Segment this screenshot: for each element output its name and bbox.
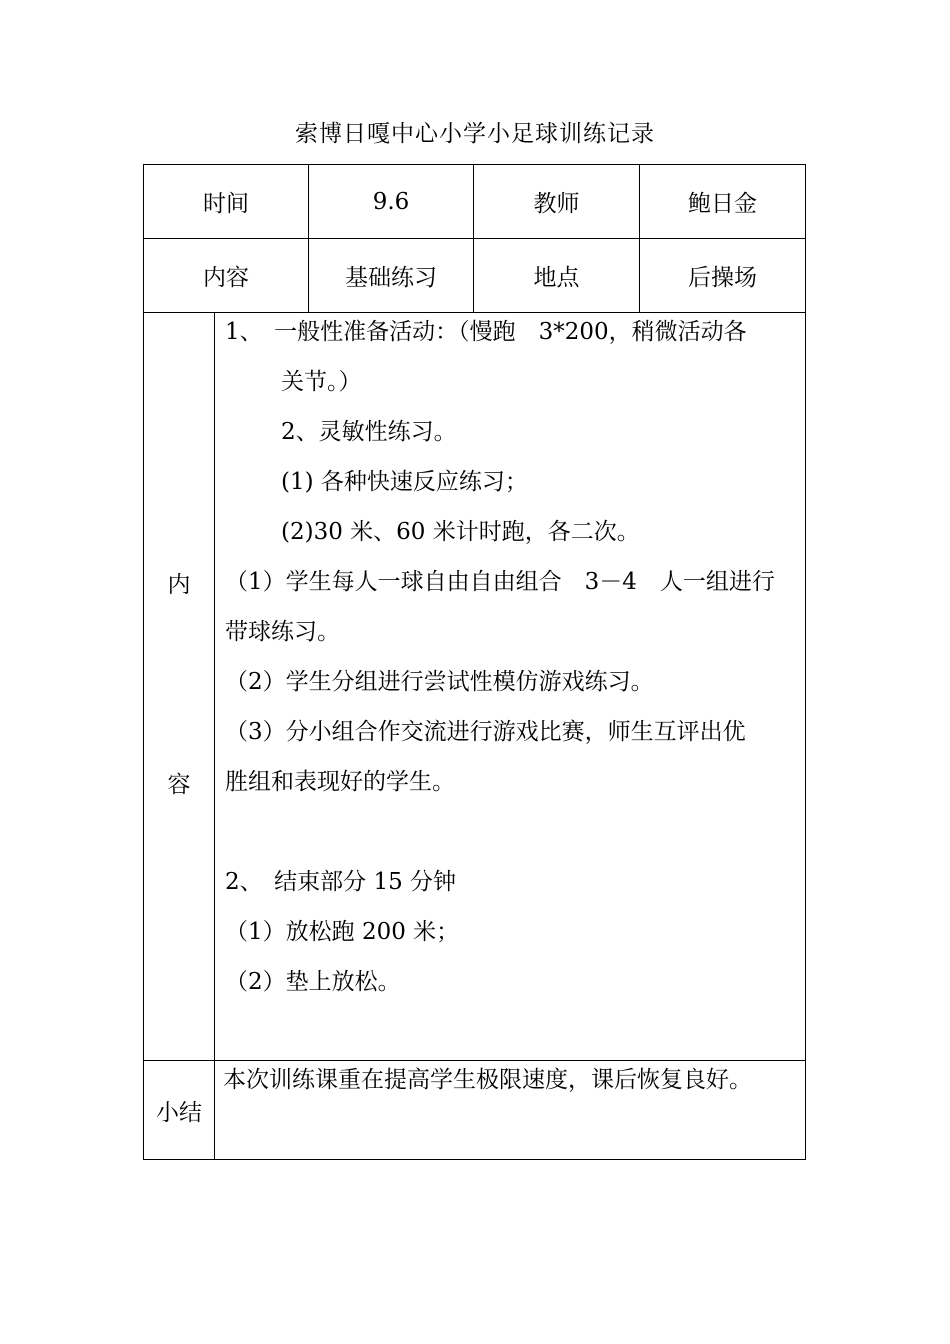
content-line: 2、灵敏性练习。 [281,419,457,445]
teacher-label: 教师 [474,165,640,239]
time-label: 时间 [144,165,309,239]
summary-text: 本次训练课重在提高学生极限速度，课后恢复良好。 [215,1061,806,1160]
training-record-table [143,164,806,1160]
page-title: 索博日嘎中心小学小足球训练记录 [295,121,655,147]
content-detail-body [215,313,806,1061]
content-label: 内容 [144,239,309,313]
content-detail-label-bottom: 容 [167,772,191,798]
table-row-time [144,165,806,239]
table-row-content [144,239,806,313]
table-row-summary [144,1061,806,1160]
summary-label: 小结 [144,1061,215,1160]
content-value: 基础练习 [309,239,474,313]
content-line: （1）学生每人一球自由自由组合 3－4 人一组进行 [225,569,775,595]
content-line: (1) 各种快速反应练习； [281,469,528,495]
place-value: 后操场 [640,239,806,313]
content-line: 关节。） [281,369,362,395]
time-value: 9.6 [309,165,474,239]
content-line: 带球练习。 [225,619,340,645]
content-line: 1、 一般性准备活动：（慢跑 3*200，稍微活动各 [225,319,747,345]
place-label: 地点 [474,239,640,313]
content-line: （2）学生分组进行尝试性模仿游戏练习。 [225,669,654,695]
table-row-content-detail [144,313,806,1061]
content-line: （2）垫上放松。 [225,969,401,995]
content-line: （1）放松跑 200 米； [225,919,460,945]
content-line: (2)30 米、60 米计时跑，各二次。 [281,519,640,545]
content-line: 2、 结束部分 15 分钟 [225,869,457,895]
content-line: 胜组和表现好的学生。 [225,769,455,795]
content-detail-label [144,313,215,1061]
content-detail-label-top: 内 [167,572,191,598]
teacher-value: 鲍日金 [640,165,806,239]
content-line: （3）分小组合作交流进行游戏比赛，师生互评出优 [225,719,746,745]
